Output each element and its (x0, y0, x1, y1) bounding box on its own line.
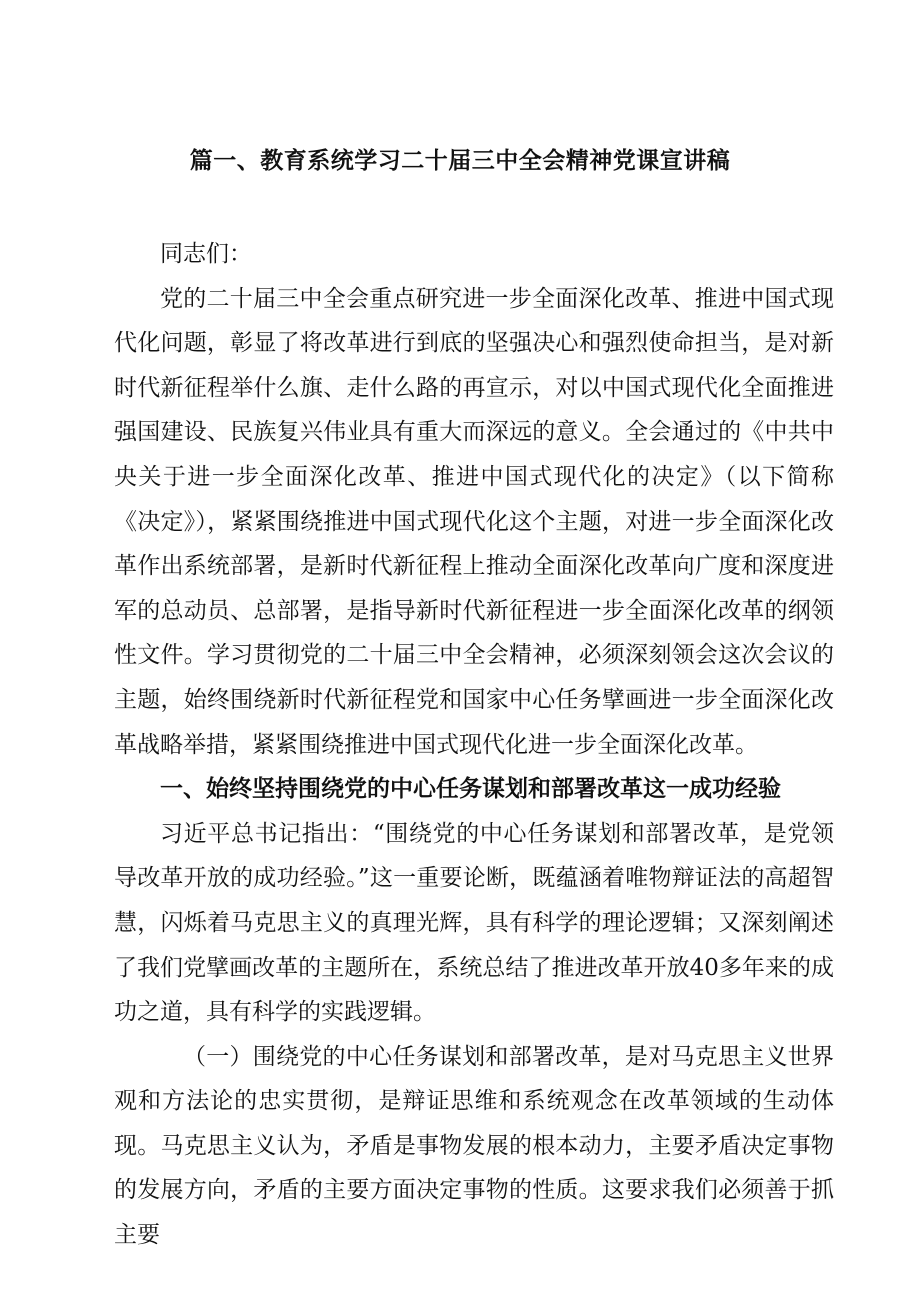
section-1-paragraph: 习近平总书记指出：“围绕党的中心任务谋划和部署改革，是党领导改革开放的成功经验。”这一重要论断，既蕴涵着唯物辩证法的高超智慧，闪烁着马克思主义的真理光辉，具有科学的理论逻辑；又深刻阐述了我们党擘画改革的主题所在，系统总结了推进改革开放40多年来的成功之道，具有科学的实践逻辑。 (114, 820, 834, 1026)
salutation: 同志们： (160, 241, 252, 267)
document-title: 篇一、教育系统学习二十届三中全会精神党课宣讲稿 (189, 147, 731, 174)
section-heading-1: 一、始终坚持围绕党的中心任务谋划和部署改革这一成功经验 (160, 775, 781, 803)
intro-paragraph: 党的二十届三中全会重点研究进一步全面深化改革、推进中国式现代化问题，彰显了将改革进行到底的坚强决心和强烈使命担当，是对新时代新征程举什么旗、走什么路的再宣示，对以中国式现代化全面推进强国建设、民族复兴伟业具有重大而深远的意义。全会通过的《中共中央关于进一步全面深化改革、推进中国式现代化的决定》（以下简称《决定》），紧紧围绕推进中国式现代化这个主题，对进一步全面深化改革作出系统部署，是新时代新征程上推动全面深化改革向广度和深度进军的总动员、总部署，是指导新时代新征程进一步全面深化改革的纲领性文件。学习贯彻党的二十届三中全会精神，必须深刻领会这次会议的主题，始终围绕新时代新征程党和国家中心任务擘画进一步全面深化改革战略举措，紧紧围绕推进中国式现代化进一步全面深化改革。 (114, 285, 834, 758)
subsection-1-paragraph: （一）围绕党的中心任务谋划和部署改革，是对马克思主义世界观和方法论的忠实贯彻，是辩证思维和系统观念在改革领域的生动体现。马克思主义认为，矛盾是事物发展的根本动力，主要矛盾决定事物的发展方向，矛盾的主要方面决定事物的性质。这要求我们必须善于抓主要 (114, 1043, 834, 1249)
document-body (114, 232, 834, 1258)
